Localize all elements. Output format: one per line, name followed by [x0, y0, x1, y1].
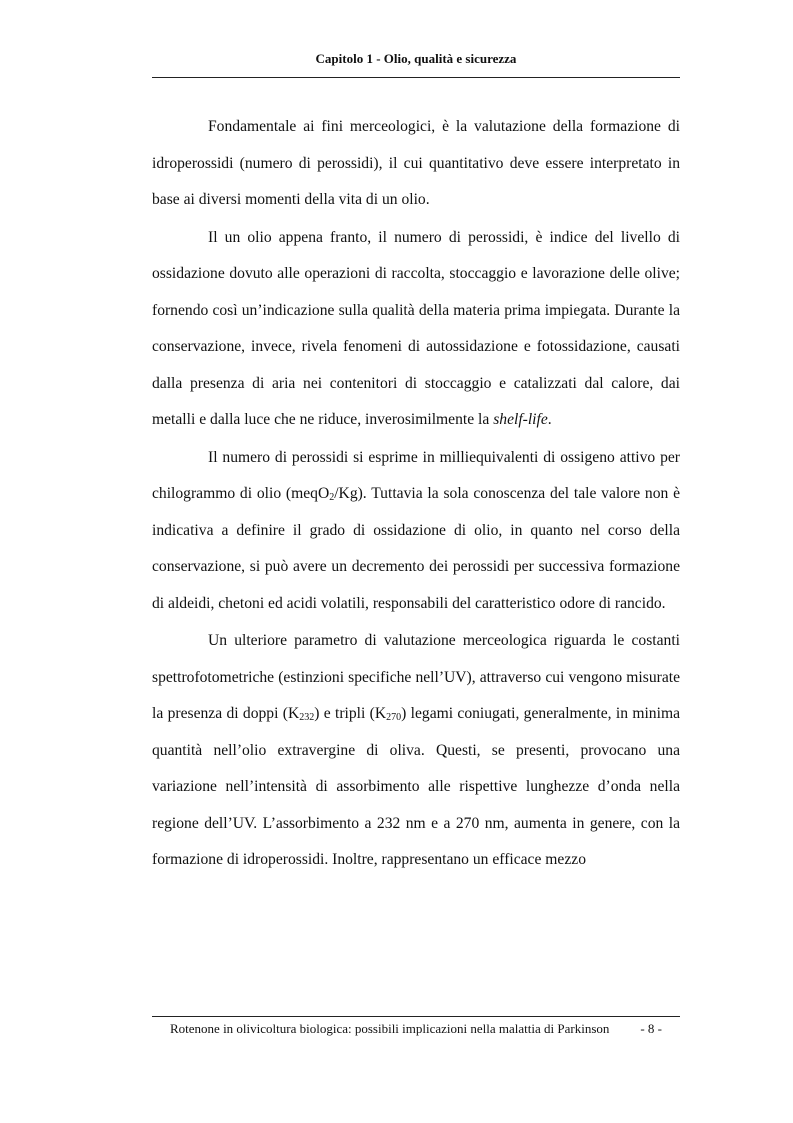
document-body [152, 109, 680, 880]
footer-title: Rotenone in olivicoltura biologica: possibili implicazioni nella malattia di Parkinson [170, 1021, 610, 1036]
paragraph-1-text: Fondamentale ai fini merceologici, è la valutazione della formazione di idroperossidi (numero di perossidi), il cui quantitativo deve essere interpretato in base ai diversi momenti della vita di un olio. [152, 118, 680, 208]
page-number: - 8 - [640, 1021, 662, 1036]
footer-rule [152, 1016, 680, 1017]
paragraph-3 [152, 440, 680, 623]
paragraph-2-text: Il un olio appena franto, il numero di perossidi, è indice del livello di ossidazione dovuto alle operazioni di raccolta, stoccaggio e lavorazione delle olive; fornendo così un’indicazione sulla qualità della materia prima impiegata. Durante la conservazione, invece, rivela fenomeni di autossidazione e fotossidazione, causati dalla presenza di aria nei contenitori di stoccaggio e catalizzati dal calore, dai metalli e dalla luce che ne riduce, inverosimilmente la [152, 228, 680, 428]
paragraph-2 [152, 220, 680, 439]
paragraph-4-subscript-232: 232 [299, 712, 315, 723]
paragraph-3-text: Il numero di perossidi si esprime in milliequivalenti di ossigeno attivo per chilogrammo di olio (meqO [152, 448, 680, 502]
paragraph-4-text-end: ) legami coniugati, generalmente, in minima quantità nell’olio extravergine di oliva. Questi, se presenti, provocano una variazione nell’intensità di assorbimento alle rispettive lunghezze d’onda nella regione dell’UV. L’assorbimento a 232 nm e a 270 nm, aumenta in genere, con la formazione di idroperossidi. Inoltre, rappresentano un efficace mezzo [152, 705, 680, 868]
paragraph-4 [152, 623, 680, 879]
paragraph-4-text-cont: ) e tripli (K [314, 705, 387, 722]
paragraph-4-subscript-270: 270 [386, 712, 402, 723]
paragraph-3-text-cont: /Kg). Tuttavia la sola conoscenza del tale valore non è indicativa a definire il grado di ossidazione di olio, in quanto nel corso della conservazione, si può avere un decremento dei perossidi per successiva formazione di aldeidi, chetoni ed acidi volatili, responsabili del caratteristico odore di rancido. [152, 485, 681, 612]
paragraph-4-text: Un ulteriore parametro di valutazione merceologica riguarda le costanti spettrofotometriche (estinzioni specifiche nell’UV), attraverso cui vengono misurate la presenza di doppi (K [152, 632, 680, 722]
page-header-title: Capitolo 1 - Olio, qualità e sicurezza [315, 51, 517, 66]
paragraph-2-end: . [547, 411, 552, 428]
paragraph-1 [152, 109, 680, 219]
paragraph-2-italic-term: shelf-life [493, 411, 548, 428]
paragraph-3-subscript: 2 [329, 492, 335, 503]
header-rule [152, 77, 680, 78]
